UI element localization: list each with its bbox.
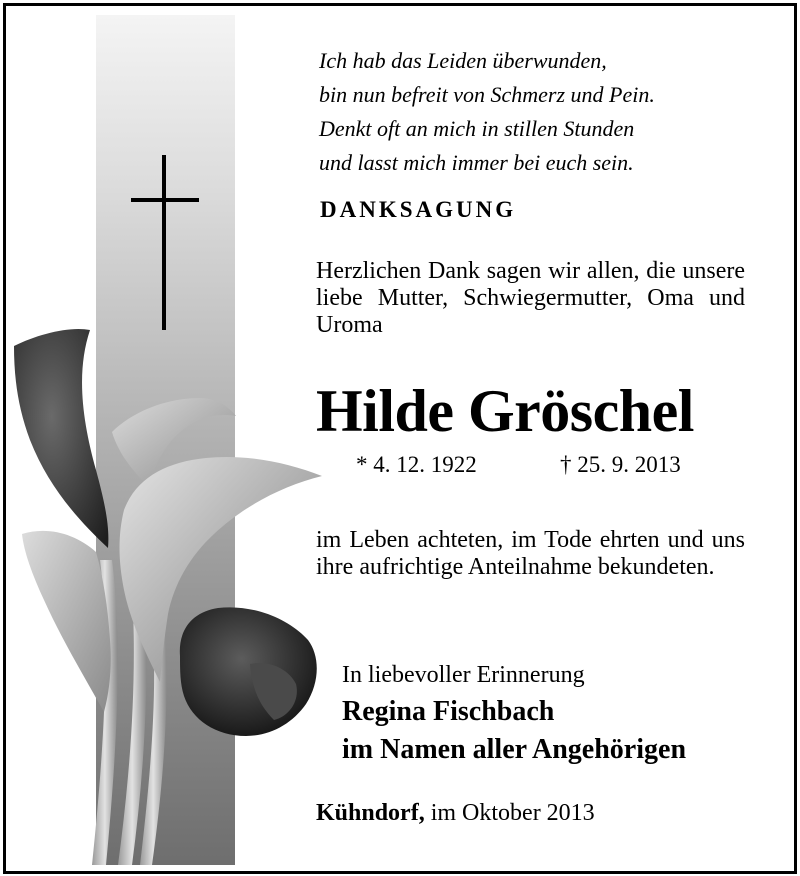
signer-note: im Namen aller Angehörigen xyxy=(342,734,687,765)
cross-icon xyxy=(131,155,199,330)
intro-paragraph: Herzlichen Dank sagen wir allen, die unsere liebe Mutter, Schwiegermutter, Oma und Uroma xyxy=(316,258,745,338)
death-date: † 25. 9. 2013 xyxy=(560,452,681,477)
poem-line: und lasst mich immer bei euch sein. xyxy=(319,150,634,175)
poem xyxy=(319,44,655,180)
dark-leaf xyxy=(14,329,108,548)
poem-line: Ich hab das Leiden überwunden, xyxy=(319,48,607,73)
calla-lily-illustration xyxy=(14,329,322,865)
poem-line: bin nun befreit von Schmerz und Pein. xyxy=(319,82,655,107)
signer-name: Regina Fischbach xyxy=(342,696,555,727)
date-text: im Oktober 2013 xyxy=(430,800,595,826)
place-date-line xyxy=(316,800,595,827)
birth-date: * 4. 12. 1922 xyxy=(356,452,477,477)
deceased-name: Hilde Gröschel xyxy=(316,378,694,444)
light-leaf xyxy=(22,531,111,712)
dark-calla-bloom xyxy=(180,607,317,736)
poem-line: Denkt oft an mich in stillen Stunden xyxy=(319,116,635,141)
notice-heading: DANKSAGUNG xyxy=(320,197,517,222)
closing-paragraph: im Leben achteten, im Tode ehrten und uns ihre aufrichtige Anteilnahme bekundeten. xyxy=(316,527,745,580)
memory-line: In liebevoller Erinnerung xyxy=(342,662,585,688)
place-name: Kühndorf, xyxy=(316,800,425,826)
